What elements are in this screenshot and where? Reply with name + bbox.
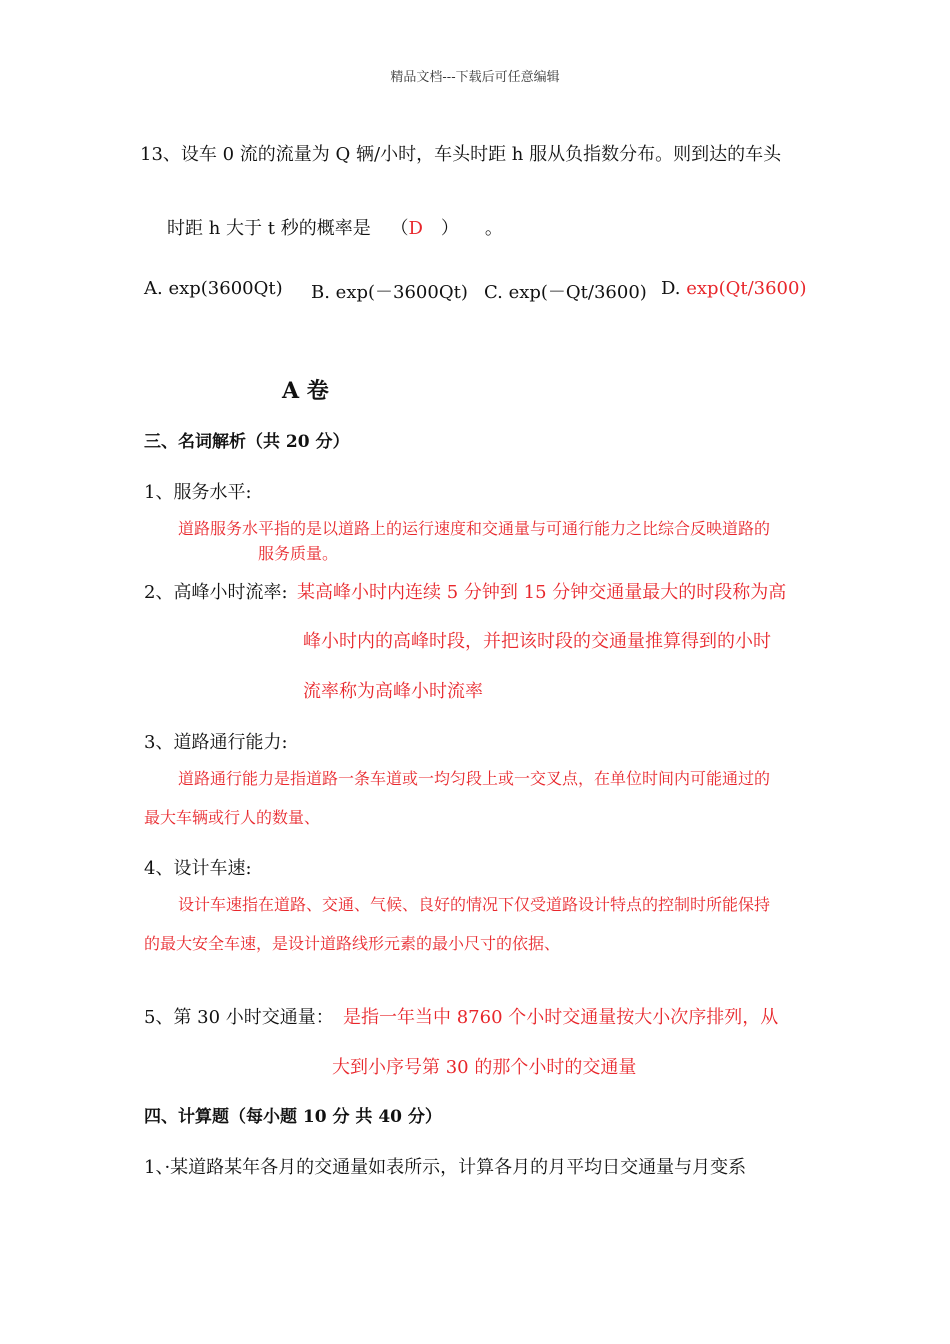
item2-label: 2、高峰小时流率: (144, 582, 288, 603)
item3-answer-line2: 最大车辆或行人的数量、 (144, 808, 321, 827)
q13-option-c: C. exp(－Qt/3600) (484, 282, 647, 303)
volume-title: A 卷 (282, 378, 329, 404)
item4-answer-line1: 设计车速指在道路、交通、气候、良好的情况下仅受道路设计特点的控制时所能保持 (178, 895, 771, 914)
q13-line1: 13、设车 0 流的流量为 Q 辆/小时，车头时距 h 服从负指数分布。则到达的车头 (140, 144, 782, 165)
q13-option-d (661, 278, 806, 299)
page-header: 精品文档---下载后可任意编辑 (390, 70, 560, 85)
item2-answer-line3: 流率称为高峰小时流率 (303, 681, 483, 702)
q13-option-b: B. exp(－3600Qt) (311, 282, 468, 303)
section3-title: 三、名词解析（共 20 分） (144, 432, 350, 452)
item5-answer-line1: 是指一年当中 8760 个小时交通量按大小次序排列，从 (343, 1007, 779, 1028)
item1-label: 1、服务水平: (144, 482, 252, 503)
section4-question1: 1、·某道路某年各月的交通量如表所示，计算各月的月平均日交通量与月变系 (144, 1157, 747, 1178)
q13-paren-open: （ (390, 218, 409, 239)
item1-answer-line2: 服务质量。 (258, 544, 339, 563)
section4-title: 四、计算题（每小题 10 分 共 40 分） (144, 1107, 442, 1127)
item5-label: 5、第 30 小时交通量： (144, 1007, 334, 1028)
item3-label: 3、道路通行能力: (144, 732, 288, 753)
q13-paren-close: ） (440, 218, 459, 239)
item2-answer-line1: 某高峰小时内连续 5 分钟到 15 分钟交通量最大的时段称为高 (297, 582, 787, 603)
q13-line2 (167, 214, 503, 240)
item4-answer-line2: 的最大安全车速，是设计道路线形元素的最小尺寸的依据、 (144, 934, 561, 953)
q13-option-d-value: exp(Qt/3600) (686, 278, 807, 299)
item3-answer-line1: 道路通行能力是指道路一条车道或一均匀段上或一交叉点，在单位时间内可能通过的 (178, 769, 771, 788)
q13-option-a: A. exp(3600Qt) (144, 278, 283, 299)
q13-answer: D (408, 218, 423, 239)
item1-answer-line1: 道路服务水平指的是以道路上的运行速度和交通量与可通行能力之比综合反映道路的 (178, 519, 771, 538)
q13-period: 。 (484, 218, 503, 239)
item4-label: 4、设计车速: (144, 858, 252, 879)
item2-answer-line2: 峰小时内的高峰时段，并把该时段的交通量推算得到的小时 (303, 631, 771, 652)
q13-line2-text: 时距 h 大于 t 秒的概率是 (167, 218, 371, 239)
item5-answer-line2: 大到小序号第 30 的那个小时的交通量 (332, 1057, 637, 1078)
q13-option-d-label: D. (661, 278, 681, 299)
